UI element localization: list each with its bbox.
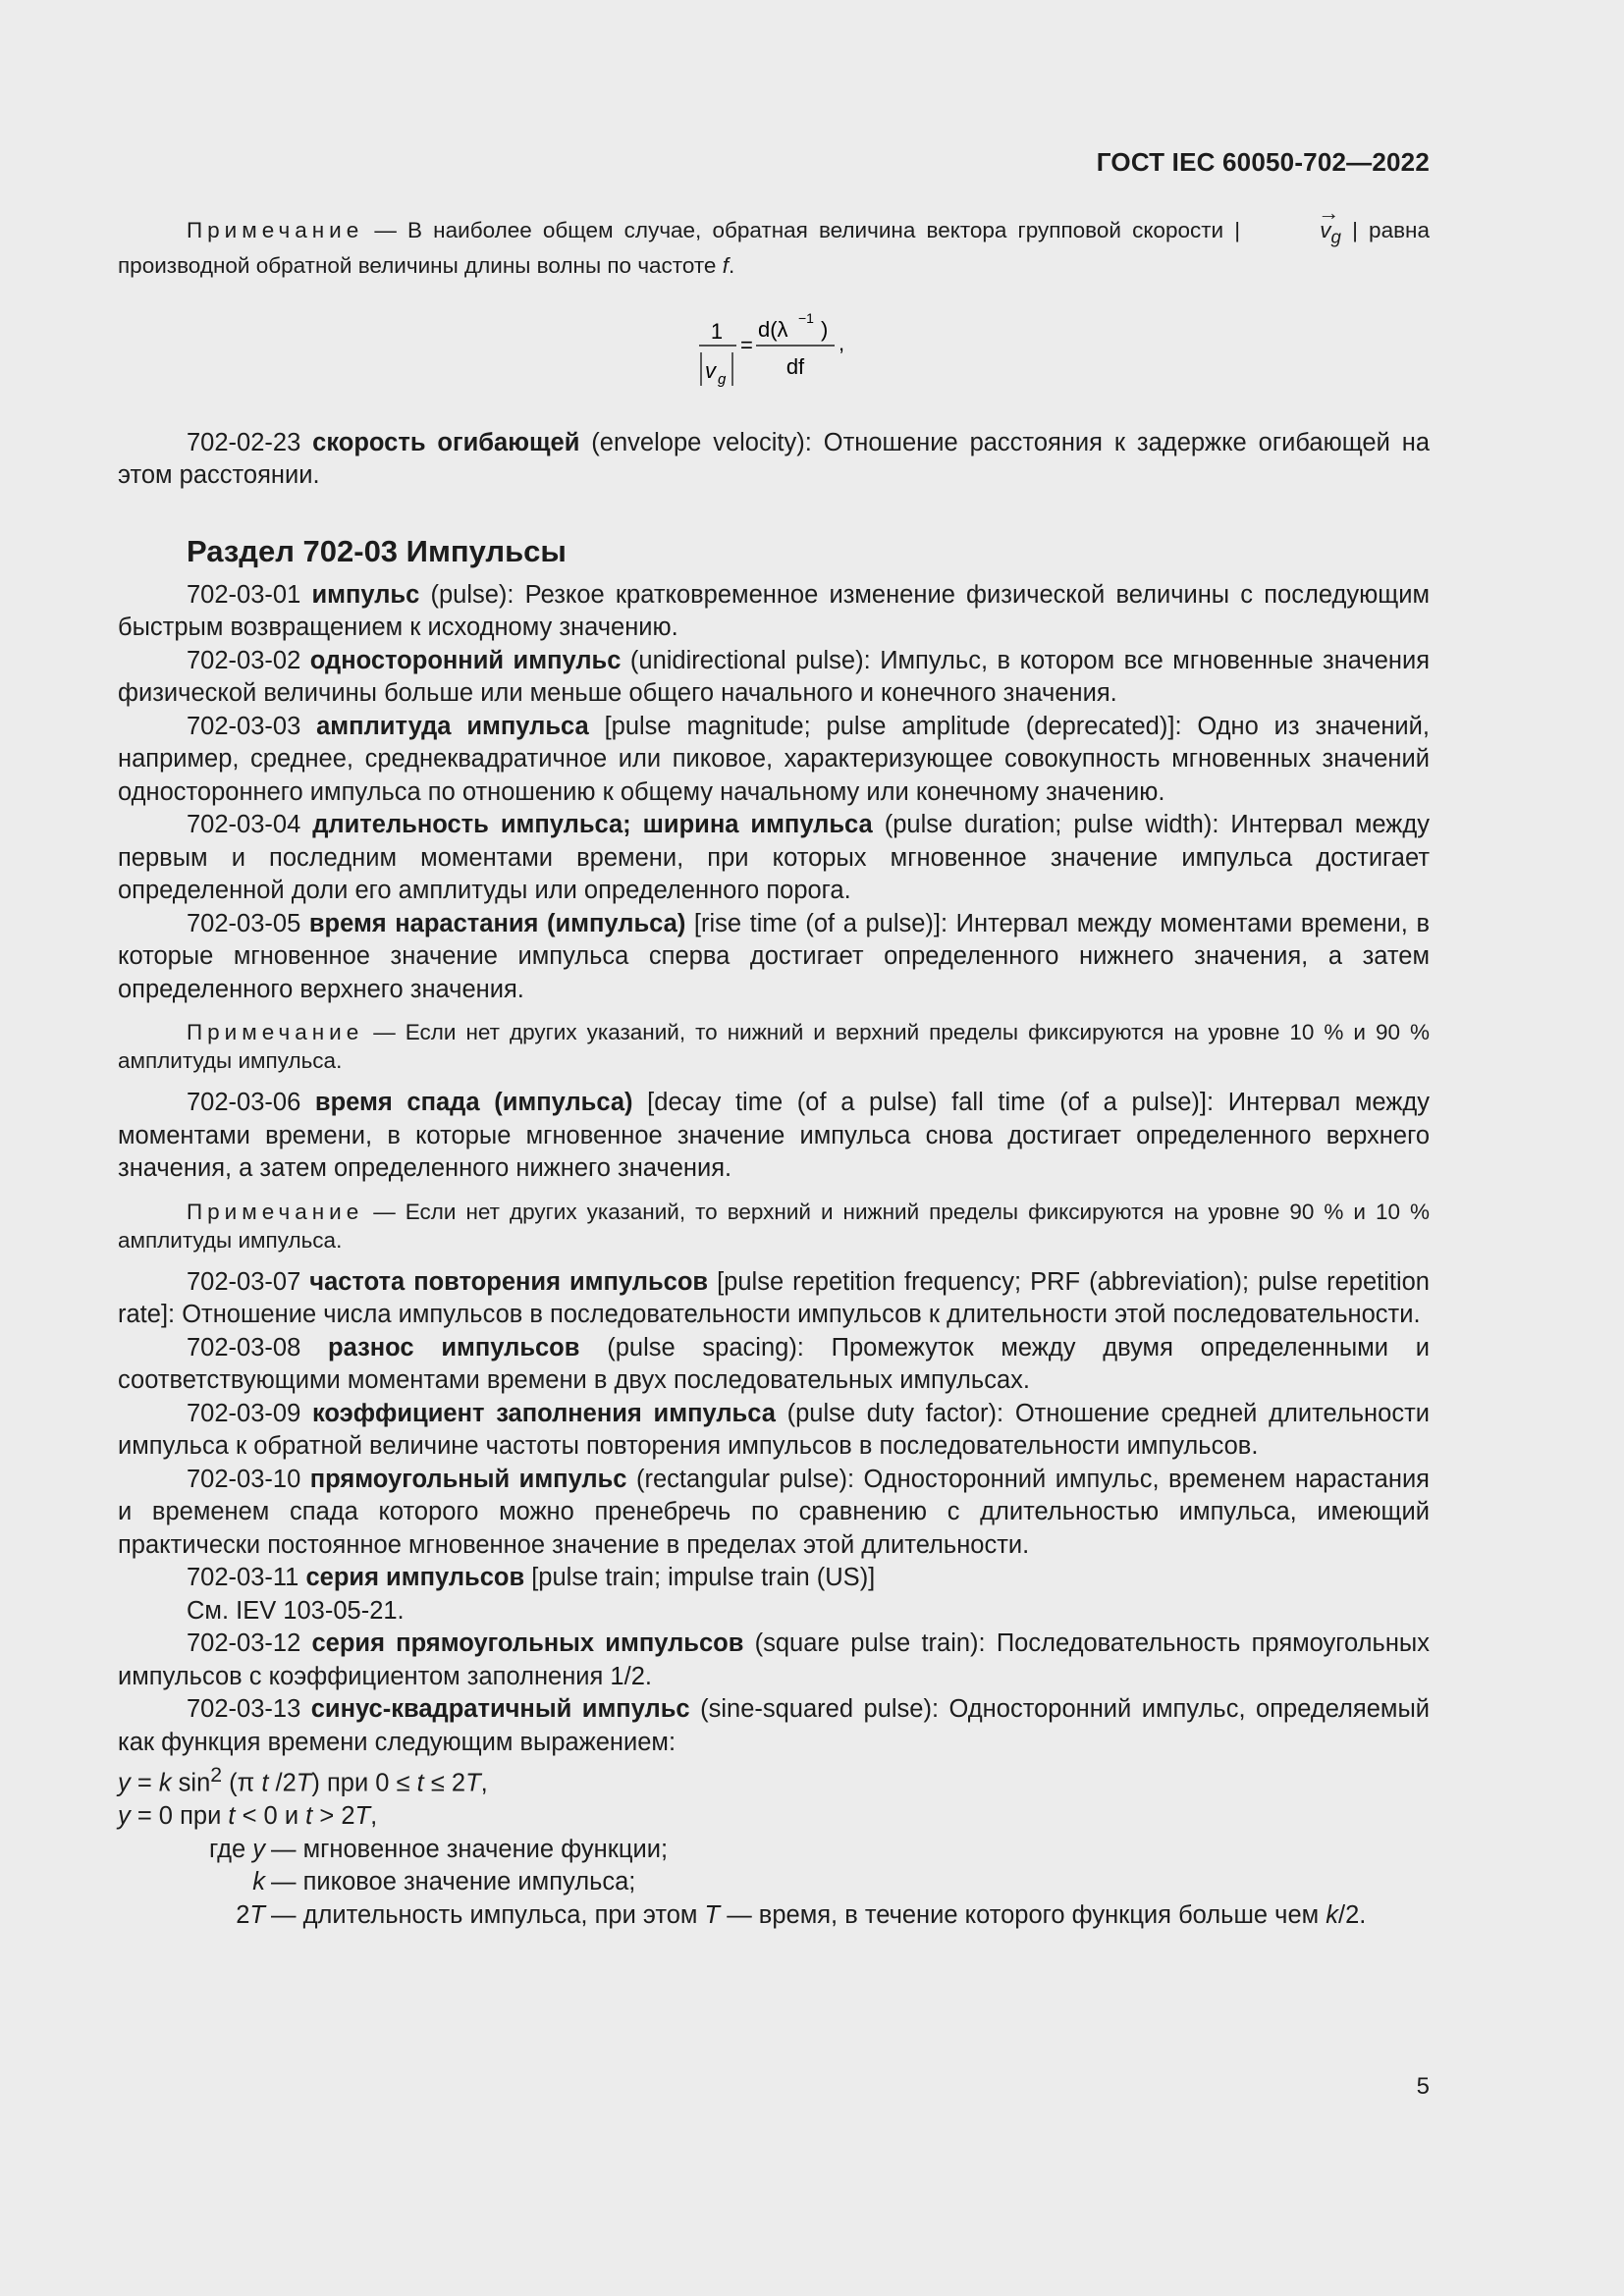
- note-decay-time: Примечание — Если нет других указаний, то верхний и нижний пределы фиксируются на уровне 90 % и 10 % амплитуды импульса.: [118, 1199, 1430, 1253]
- where-2t: 2T — длительность импульса, при этом T — время, в течение которого функция больше чем k/2.: [236, 1900, 1367, 1929]
- equals-sign: =: [740, 332, 753, 357]
- note-label: Примечание: [187, 218, 364, 242]
- formula-num-right-close: ): [821, 316, 829, 342]
- term-702-03-02: 702-03-02 односторонний импульс (unidirectional pulse): Импульс, в котором все мгновенные значения физической величины больше или меньше общего начального и конечного значения.: [118, 646, 1431, 707]
- term-702-03-01: 702-03-01 импульс (pulse): Резкое кратковременное изменение физической величины с последующим быстрым возвращением к исходному значению.: [118, 580, 1430, 641]
- term-702-03-11: 702-03-11 серия импульсов [pulse train; impulse train (US)]: [187, 1564, 876, 1591]
- formula-group-velocity: [118, 301, 1430, 400]
- term-702-03-08: 702-03-08 разнос импульсов (pulse spacing): Промежуток между двумя определенными и соответствующими моментами времени в двух последовательных импульсах.: [118, 1333, 1430, 1394]
- term-702-03-13: 702-03-13 синус-квадратичный импульс (sine-squared pulse): Односторонний импульс, определяемый как функция времени следующим выражением:: [118, 1695, 1431, 1756]
- equation-sine-squared: y = k $\sin^2 (\pi$ t /2T) при 0 ≤ t ≤ 2T,: [118, 1763, 488, 1797]
- section-title: Раздел 702-03 Импульсы: [187, 533, 567, 568]
- term-702-03-05: 702-03-05 время нарастания (импульса) [rise time (of a pulse)]: Интервал между моментами времени, в которые мгновенное значение импульса сперва достигает определенного нижнего значения, а затем определенного верхнего значения.: [118, 909, 1431, 1003]
- term-702-02-23: 702-02-23 скорость огибающей (envelope velocity): Отношение расстояния к задержке огибающей на этом расстоянии.: [118, 428, 1430, 489]
- see-also: См. IEV 103-05-21.: [187, 1596, 405, 1625]
- formula-trailing: ,: [839, 330, 845, 355]
- page-number: 5: [1416, 2073, 1430, 2100]
- term-702-03-09: 702-03-09 коэффициент заполнения импульса (pulse duty factor): Отношение средней длительности импульса к обратной величине частоты повторения импульсов в последовательности импульсов.: [118, 1399, 1430, 1460]
- formula-num-right-exp: −1: [798, 309, 814, 326]
- formula-den-left-sub: g: [718, 370, 727, 388]
- formula-den-right: df: [785, 353, 805, 379]
- term-702-03-07: 702-03-07 частота повторения импульсов [pulse repetition frequency; PRF (abbreviation); pulse repetition rate]: Отношение числа импульсов в последовательности импульсов к длительности этой последовательности.: [118, 1267, 1430, 1328]
- formula-num-right: d(λ: [758, 316, 788, 342]
- where-k: k — пиковое значение импульса;: [252, 1868, 636, 1896]
- formula-svg: [695, 301, 852, 400]
- term-702-03-10: 702-03-10 прямоугольный импульс (rectangular pulse): Односторонний импульс, временем нарастания и временем спада которого можно пренебречь по сравнению с длительностью импульса, имеющий практически постоянное мгновенное значение в пределах этой длительности.: [118, 1465, 1430, 1559]
- document-id-header: ГОСТ IEC 60050-702—2022: [1096, 147, 1430, 177]
- formula-num-left: 1: [710, 318, 724, 344]
- equation-zero: y = 0 при t < 0 и t > 2T,: [118, 1802, 378, 1830]
- term-702-03-03: 702-03-03 амплитуда импульса [pulse magnitude; pulse amplitude (deprecated)]: Одно из значений, например, среднее, среднеквадратичное или пиковое, характеризующее совокупность мгновенных значений одностороннего импульса по отношению к общему начальному или конечному значению.: [118, 712, 1430, 806]
- where-y: где y — мгновенное значение функции;: [208, 1835, 669, 1863]
- term-702-03-04: 702-03-04 длительность импульса; ширина импульса (pulse duration; pulse width): Интервал между первым и последним моментами времени, при которых мгновенное значение импульса достигает определенной доли его амплитуды или определенного порога.: [118, 811, 1430, 904]
- page-content: [118, 200, 1431, 1932]
- vector-arrow-icon: →: [1318, 200, 1340, 225]
- term-702-03-12: 702-03-12 серия прямоугольных импульсов (square pulse train): Последовательность прямоугольных импульсов с коэффициентом заполнения 1/2.: [118, 1629, 1430, 1690]
- term-702-03-06: 702-03-06 время спада (импульса) [decay time (of a pulse) fall time (of a pulse)]: Интервал между моментами времени, в которые мгновенное значение импульса снова достигает определенного верхнего значения, а затем определенного нижнего значения.: [118, 1089, 1431, 1182]
- formula-den-left: v: [705, 357, 716, 383]
- note-group-velocity: Примечание — В наиболее общем случае, обратная величина вектора групповой скорости | → $v_g$ | равна производной обратной величины длины волны по частоте f.: [118, 200, 1430, 278]
- vg-vector: → $v_g$: [1251, 216, 1341, 251]
- note-rise-time: Примечание — Если нет других указаний, то нижний и верхний пределы фиксируются на уровне 10 % и 90 % амплитуды импульса.: [118, 1020, 1430, 1073]
